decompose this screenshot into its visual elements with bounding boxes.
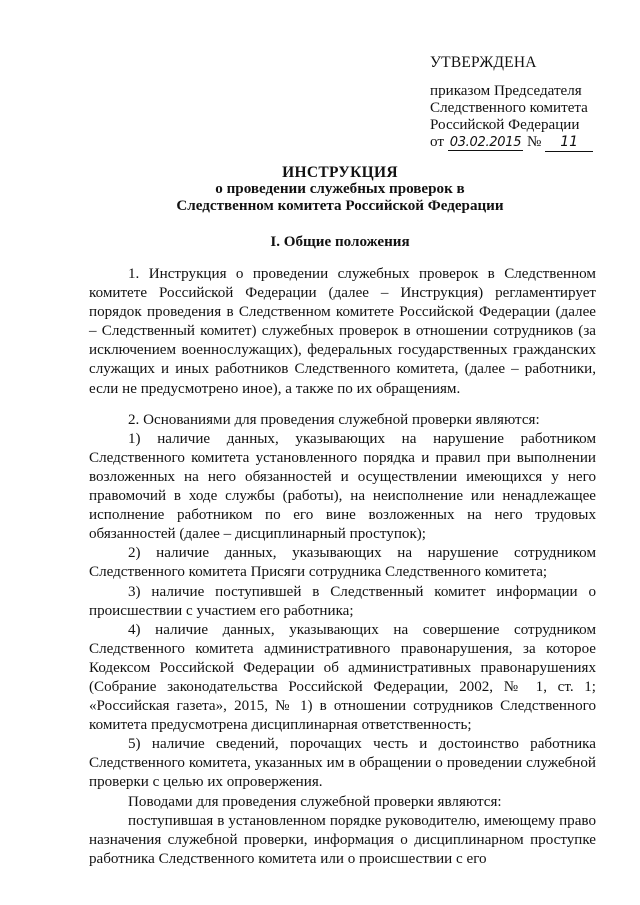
list-item-4: 4) наличие данных, указывающих на совершение сотрудником Следственного комитета административного правонарушения, за которое Кодексом Российской Федерации об административных правонарушениях (Собрание законодательства Российской Федерации, 2002, № 1, ст. 1; «Российская газета», 2015, № 1) в отношении сотрудников Следственного комитета предусмотрена дисциплинарная ответственность; xyxy=(89,621,596,734)
approval-order-line: приказом Председателя xyxy=(430,83,582,99)
paragraph-reasons: Поводами для проведения служебной проверки являются: xyxy=(128,793,502,810)
approval-federation-line: Российской Федерации xyxy=(430,117,580,133)
document-title: ИНСТРУКЦИЯ xyxy=(282,164,398,181)
section-heading: I. Общие положения xyxy=(270,234,410,250)
approval-committee-line: Следственного комитета xyxy=(430,100,588,116)
document-subtitle-line-2: Следственном комитета Российской Федерации xyxy=(176,198,504,214)
number-prefix: № xyxy=(526,134,542,150)
document-title-block xyxy=(90,164,590,215)
paragraph-1: 1. Инструкция о проведении служебных проверок в Следственном комитете Российской Федерации (далее – Инструкция) регламентирует порядок проведения в Следственном комитете Российской Федерации (далее – Следственный комитет) служебных проверок в отношении сотрудников (за исключением военнослужащих), федеральных государственных гражданских служащих и иных работников Следственного комитета, (далее – работники, если не предусмотрено иное), а также по их обращениям. xyxy=(89,266,596,397)
approval-title: УТВЕРЖДЕНА xyxy=(430,54,537,71)
handwritten-number: 11 xyxy=(545,134,593,152)
date-prefix: от xyxy=(430,134,444,150)
list-item-2: 2) наличие данных, указывающих на нарушение сотрудником Следственного комитета Присяги сотрудника Следственного комитета; xyxy=(89,545,596,581)
handwritten-date: 03.02.2015 xyxy=(449,135,522,150)
paragraph-reasons-item: поступившая в установленном порядке руководителю, имеющему право назначения служебной проверки, информация о дисциплинарном проступке работника Следственного комитета или о происшествии с его xyxy=(89,812,596,867)
approval-date-number-line xyxy=(430,134,630,152)
list-item-1: 1) наличие данных, указывающих на нарушение работником Следственного комитета установленного порядка и правил при выполнении возложенных на него обязанностей и осуществлении имеющихся у него правомочий в ходе службы (работы), на неисполнение или ненадлежащее исполнение работником по его вине возложенных на него трудовых обязанностей (далее – дисциплинарный проступок); xyxy=(89,430,596,543)
list-item-5: 5) наличие сведений, порочащих честь и достоинство работника Следственного комитета, указанных им в обращении о проведении служебной проверки с целью их опровержения. xyxy=(89,736,596,791)
paragraph-2: 2. Основаниями для проведения служебной проверки являются: xyxy=(128,411,540,428)
list-item-3: 3) наличие поступившей в Следственный комитет информации о происшествии с участием его работника; xyxy=(89,583,596,619)
document-subtitle-line-1: о проведении служебных проверок в xyxy=(215,181,465,197)
body-text xyxy=(89,265,596,869)
approval-stamp-block xyxy=(430,54,630,152)
